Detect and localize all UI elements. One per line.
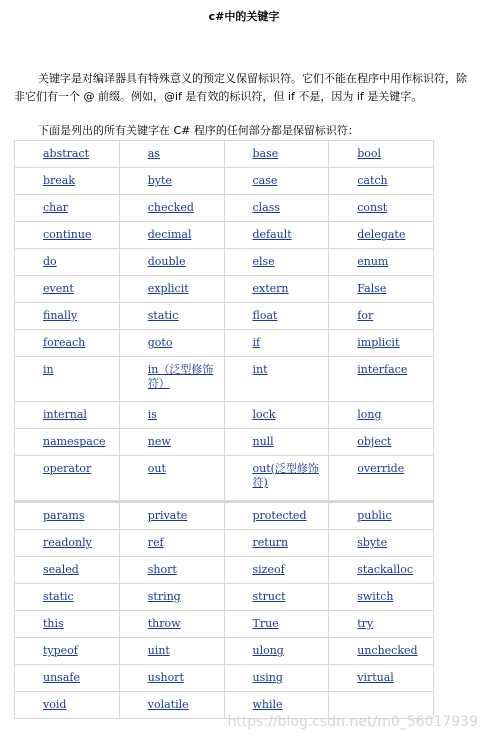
table-cell — [329, 195, 434, 222]
keyword-link[interactable]: bool — [357, 147, 382, 160]
table-row — [15, 222, 434, 249]
table-cell — [15, 665, 120, 692]
keyword-link[interactable]: long — [357, 408, 382, 421]
keyword-link[interactable]: in（泛型修饰符） — [147, 363, 214, 390]
keyword-link[interactable]: switch — [357, 590, 394, 603]
table-row — [15, 530, 434, 557]
list-intro-paragraph: 下面是列出的所有关键字在 C# 程序的任何部分都是保留标识符： — [38, 124, 359, 137]
table-row — [15, 195, 434, 222]
table-cell — [224, 249, 329, 276]
keyword-link[interactable]: False — [357, 282, 387, 295]
keyword-link[interactable]: interface — [357, 363, 408, 376]
keyword-link[interactable]: as — [147, 147, 160, 160]
table-cell — [119, 330, 224, 357]
keyword-link[interactable]: abstract — [43, 147, 90, 160]
table-cell — [224, 456, 329, 502]
table-row — [15, 584, 434, 611]
keyword-link[interactable]: default — [252, 228, 292, 241]
table-cell — [224, 168, 329, 195]
table-cell — [119, 402, 224, 429]
table-cell — [15, 502, 120, 530]
table-cell — [15, 530, 120, 557]
keyword-link[interactable]: extern — [252, 282, 289, 295]
keyword-link[interactable]: foreach — [43, 336, 86, 349]
table-cell — [329, 530, 434, 557]
table-row — [15, 357, 434, 402]
keyword-link[interactable]: string — [147, 590, 181, 603]
table-cell — [119, 584, 224, 611]
keyword-link[interactable]: stackalloc — [357, 563, 414, 576]
table-cell — [329, 584, 434, 611]
table-row — [15, 276, 434, 303]
table-cell — [329, 557, 434, 584]
keyword-link[interactable]: event — [43, 282, 74, 295]
keyword-link[interactable]: double — [147, 255, 186, 268]
table-cell — [15, 429, 120, 456]
table-cell — [329, 502, 434, 530]
keyword-link[interactable]: this — [43, 617, 64, 630]
table-cell — [15, 195, 120, 222]
table-cell — [15, 638, 120, 665]
keyword-link[interactable]: sealed — [43, 563, 79, 576]
table-row — [15, 557, 434, 584]
keyword-link[interactable]: ulong — [252, 644, 284, 657]
table-cell — [15, 168, 120, 195]
watermark: https://blog.csdn.net/m0_56017939 — [227, 714, 478, 730]
keyword-link[interactable]: try — [357, 617, 374, 630]
table-cell — [15, 557, 120, 584]
table-row — [15, 665, 434, 692]
keyword-link[interactable]: base — [252, 147, 279, 160]
table-cell — [329, 249, 434, 276]
table-cell — [15, 249, 120, 276]
keyword-link[interactable]: is — [147, 408, 157, 421]
keyword-link[interactable]: implicit — [357, 336, 400, 349]
table-cell — [224, 502, 329, 530]
table-cell — [15, 692, 120, 719]
table-cell — [119, 692, 224, 719]
keyword-link[interactable]: operator — [43, 462, 92, 475]
table-cell — [119, 665, 224, 692]
keyword-link[interactable]: explicit — [147, 282, 189, 295]
keyword-link[interactable]: out — [147, 462, 166, 475]
keyword-link[interactable]: class — [252, 201, 281, 214]
keyword-link[interactable]: finally — [43, 309, 78, 322]
keyword-link[interactable]: using — [252, 671, 283, 684]
table-row — [15, 330, 434, 357]
keyword-link[interactable]: ref — [147, 536, 164, 549]
keyword-link[interactable]: enum — [357, 255, 389, 268]
table-row — [15, 402, 434, 429]
table-cell — [224, 276, 329, 303]
table-cell — [329, 276, 434, 303]
table-cell — [224, 557, 329, 584]
keyword-link[interactable]: object — [357, 435, 392, 448]
table-cell — [224, 195, 329, 222]
table-row — [15, 303, 434, 330]
intro-paragraph: 关键字是对编译器具有特殊意义的预定义保留标识符。它们不能在程序中用作标识符，除非它们有一个 @ 前缀。例如，@if 是有效的标识符，但 if 不是，因为 if 是关键字。 — [14, 72, 467, 103]
table-cell — [224, 357, 329, 402]
keyword-link[interactable]: while — [252, 698, 283, 711]
keyword-link[interactable]: ushort — [147, 671, 184, 684]
table-cell — [224, 141, 329, 168]
table-row — [15, 638, 434, 665]
keyword-link[interactable]: sbyte — [357, 536, 388, 549]
table-row — [15, 502, 434, 530]
keyword-link[interactable]: byte — [147, 174, 172, 187]
keyword-link[interactable]: in — [43, 363, 54, 376]
table-cell — [15, 276, 120, 303]
keyword-link[interactable]: readonly — [43, 536, 92, 549]
keyword-link[interactable]: if — [252, 336, 261, 349]
keyword-link[interactable]: protected — [252, 509, 307, 522]
keyword-link[interactable]: static — [43, 590, 74, 603]
table-cell — [224, 638, 329, 665]
table-row — [15, 611, 434, 638]
keyword-link[interactable]: uint — [147, 644, 170, 657]
table-row — [15, 249, 434, 276]
keyword-link[interactable]: override — [357, 462, 405, 475]
keyword-link[interactable]: delegate — [357, 228, 406, 241]
table-cell — [224, 330, 329, 357]
keyword-link[interactable]: float — [252, 309, 278, 322]
keyword-link[interactable]: do — [43, 255, 57, 268]
keyword-link[interactable]: True — [252, 617, 279, 630]
table-cell — [224, 611, 329, 638]
table-cell — [15, 456, 120, 502]
keyword-link[interactable]: sizeof — [252, 563, 285, 576]
table-cell — [224, 222, 329, 249]
table-cell — [15, 330, 120, 357]
keyword-link[interactable]: throw — [147, 617, 181, 630]
table-cell — [224, 530, 329, 557]
keyword-link[interactable]: params — [43, 509, 85, 522]
table-row — [15, 141, 434, 168]
keyword-link[interactable]: case — [252, 174, 278, 187]
table-cell — [224, 429, 329, 456]
keyword-link[interactable]: internal — [43, 408, 87, 421]
table-cell — [329, 665, 434, 692]
keyword-link[interactable]: lock — [252, 408, 276, 421]
keyword-link[interactable]: checked — [147, 201, 194, 214]
table-cell — [15, 611, 120, 638]
keyword-link[interactable]: const — [357, 201, 388, 214]
keyword-link[interactable]: catch — [357, 174, 388, 187]
table-cell — [119, 222, 224, 249]
keyword-link[interactable]: decimal — [147, 228, 192, 241]
keyword-link[interactable]: public — [357, 509, 392, 522]
table-cell — [224, 665, 329, 692]
keyword-link[interactable]: else — [252, 255, 275, 268]
keyword-link[interactable]: null — [252, 435, 274, 448]
keyword-link[interactable]: continue — [43, 228, 92, 241]
table-cell — [119, 502, 224, 530]
table-cell — [224, 584, 329, 611]
keyword-link[interactable]: goto — [147, 336, 173, 349]
table-cell — [224, 402, 329, 429]
keyword-link[interactable]: struct — [252, 590, 286, 603]
keyword-link[interactable]: for — [357, 309, 374, 322]
table-cell — [15, 402, 120, 429]
keyword-link[interactable]: volatile — [147, 698, 189, 711]
table-cell — [329, 357, 434, 402]
table-cell — [119, 557, 224, 584]
table-cell — [119, 530, 224, 557]
table-cell — [329, 611, 434, 638]
keyword-link[interactable]: out(泛型修饰符) — [252, 462, 319, 489]
keyword-link[interactable]: void — [43, 698, 67, 711]
table-cell — [119, 195, 224, 222]
table-cell — [329, 402, 434, 429]
table-cell — [119, 456, 224, 502]
keyword-link[interactable]: new — [147, 435, 171, 448]
table-cell — [119, 249, 224, 276]
table-cell — [329, 429, 434, 456]
table-cell — [119, 276, 224, 303]
table-cell — [15, 303, 120, 330]
table-cell — [119, 429, 224, 456]
table-cell — [119, 638, 224, 665]
table-cell — [329, 638, 434, 665]
table-row — [15, 456, 434, 502]
table-cell — [15, 357, 120, 402]
table-cell — [329, 141, 434, 168]
table-cell — [119, 303, 224, 330]
table-cell — [15, 584, 120, 611]
table-cell — [329, 330, 434, 357]
table-cell — [119, 168, 224, 195]
keyword-link[interactable]: int — [252, 363, 268, 376]
table-cell — [224, 303, 329, 330]
keyword-link[interactable]: private — [147, 509, 188, 522]
table-cell — [119, 141, 224, 168]
table-cell — [119, 357, 224, 402]
table-cell — [15, 222, 120, 249]
keyword-link[interactable]: static — [147, 309, 179, 322]
keyword-link[interactable]: break — [43, 174, 76, 187]
table-cell — [119, 611, 224, 638]
keyword-link[interactable]: virtual — [357, 671, 394, 684]
keyword-link[interactable]: unsafe — [43, 671, 80, 684]
keyword-link[interactable]: typeof — [43, 644, 78, 657]
table-cell — [329, 456, 434, 502]
table-cell — [329, 303, 434, 330]
table-cell — [15, 141, 120, 168]
table-row — [15, 429, 434, 456]
table-row — [15, 168, 434, 195]
page-title: c#中的关键字 — [208, 10, 280, 23]
keyword-link[interactable]: unchecked — [357, 644, 418, 657]
keyword-link[interactable]: namespace — [43, 435, 106, 448]
table-cell — [329, 222, 434, 249]
table-cell — [329, 168, 434, 195]
keyword-link[interactable]: char — [43, 201, 69, 214]
keywords-table — [14, 140, 434, 719]
keyword-link[interactable]: return — [252, 536, 289, 549]
keyword-link[interactable]: short — [147, 563, 177, 576]
